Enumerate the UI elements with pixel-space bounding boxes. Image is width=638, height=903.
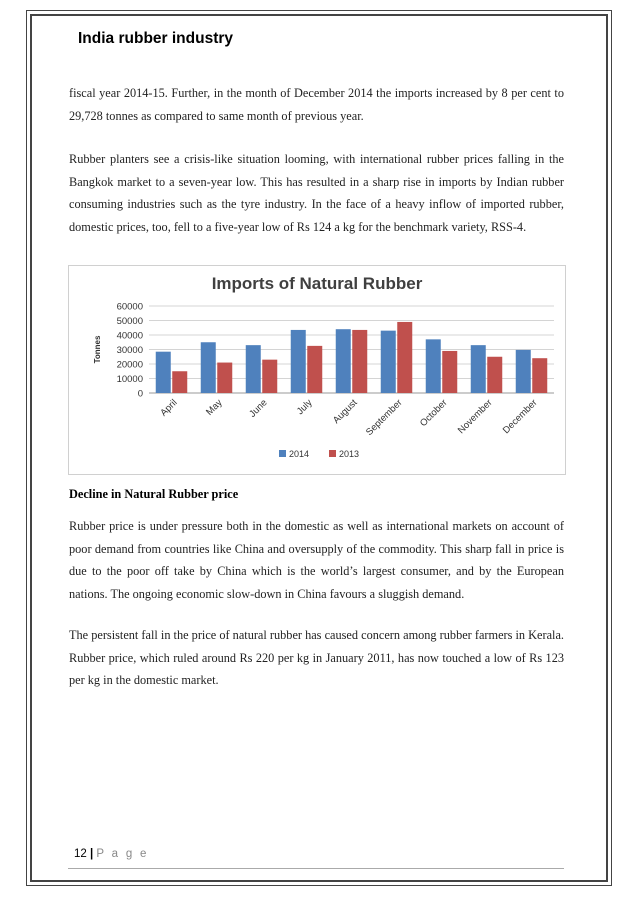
imports-chart (68, 265, 566, 475)
paragraph-persistent-fall: The persistent fall in the price of natural rubber has caused concern among rubber farmers in Kerala. Rubber price, which ruled around Rs 220 per kg in January 2011, has now touched a low of Rs 123 per kg in the domestic market. (69, 628, 564, 687)
x-tick-label: April (158, 397, 180, 419)
bar-2014-june (246, 345, 261, 393)
bar-2014-april (156, 352, 171, 393)
x-tick-label: December (500, 397, 540, 437)
bar-2013-november (487, 357, 502, 393)
chart-plot (69, 266, 565, 474)
bar-2013-june (262, 360, 277, 393)
x-tick-label: November (455, 397, 495, 437)
y-tick-label: 60000 (116, 301, 143, 313)
bar-2013-september (397, 322, 412, 393)
page-footer (74, 848, 149, 860)
bar-2013-december (532, 358, 547, 393)
x-tick-label: September (363, 397, 405, 438)
y-tick-label: 30000 (116, 345, 143, 356)
legend-swatch-2014 (279, 450, 286, 457)
x-tick-label: May (204, 397, 225, 418)
bar-2014-may (201, 342, 216, 393)
footer-separator: | (90, 848, 94, 860)
page-word: P a g e (96, 848, 149, 860)
section-heading-decline: Decline in Natural Rubber price (69, 487, 239, 501)
legend-swatch-2013 (329, 450, 336, 457)
bar-2013-july (307, 346, 322, 393)
paragraph-rubber-planters: Rubber planters see a crisis-like situation looming, with international rubber prices falling in the Bangkok market to a seven-year low. This has resulted in a sharp rise in imports by Indian rubber consuming industries such as the tyre industry. In the face of a heavy inflow of imported rubber, domestic prices, too, fell to a five-year low of Rs 124 a kg for the benchmark variety, RSS-4. (69, 152, 564, 234)
bar-2013-october (442, 351, 457, 393)
page-header-title: India rubber industry (78, 30, 234, 47)
bar-2014-november (471, 345, 486, 393)
bar-2014-october (426, 339, 441, 393)
legend-label-2014: 2014 (289, 449, 310, 459)
x-tick-label: June (247, 397, 270, 420)
y-tick-label: 20000 (116, 359, 143, 371)
bar-2014-september (381, 331, 396, 393)
paragraph-imports-fiscal: fiscal year 2014-15. Further, in the month of December 2014 the imports increased by 8 per cent to 29,728 tonnes as compared to same month of previous year. (69, 86, 564, 123)
bar-2013-april (172, 371, 187, 393)
y-tick-label: 50000 (116, 316, 143, 327)
footer-rule (68, 868, 564, 869)
y-axis-label: Tonnes (93, 335, 102, 364)
bar-2013-august (352, 330, 367, 393)
legend-label-2013: 2013 (339, 449, 360, 459)
x-tick-label: July (294, 397, 315, 418)
x-tick-label: August (330, 397, 360, 427)
paragraph-price-pressure: Rubber price is under pressure both in the domestic as well as international markets on account of poor demand from countries like China and oversupply of the commodity. This sharp fall in price is due to the poor off take by China which is the world’s largest consumer, and by the European nations. The ongoing economic slow-down in China favours a sluggish demand. (69, 519, 564, 601)
page-number: 12 (74, 848, 87, 860)
chart-title: Imports of Natural Rubber (211, 274, 423, 293)
bar-2014-august (336, 329, 351, 393)
y-tick-label: 40000 (116, 330, 143, 342)
bar-2014-december (516, 350, 531, 393)
y-tick-label: 10000 (116, 374, 143, 385)
bar-2014-july (291, 330, 306, 393)
bar-2013-may (217, 363, 232, 393)
y-tick-label: 0 (137, 388, 143, 400)
x-tick-label: October (417, 397, 450, 430)
